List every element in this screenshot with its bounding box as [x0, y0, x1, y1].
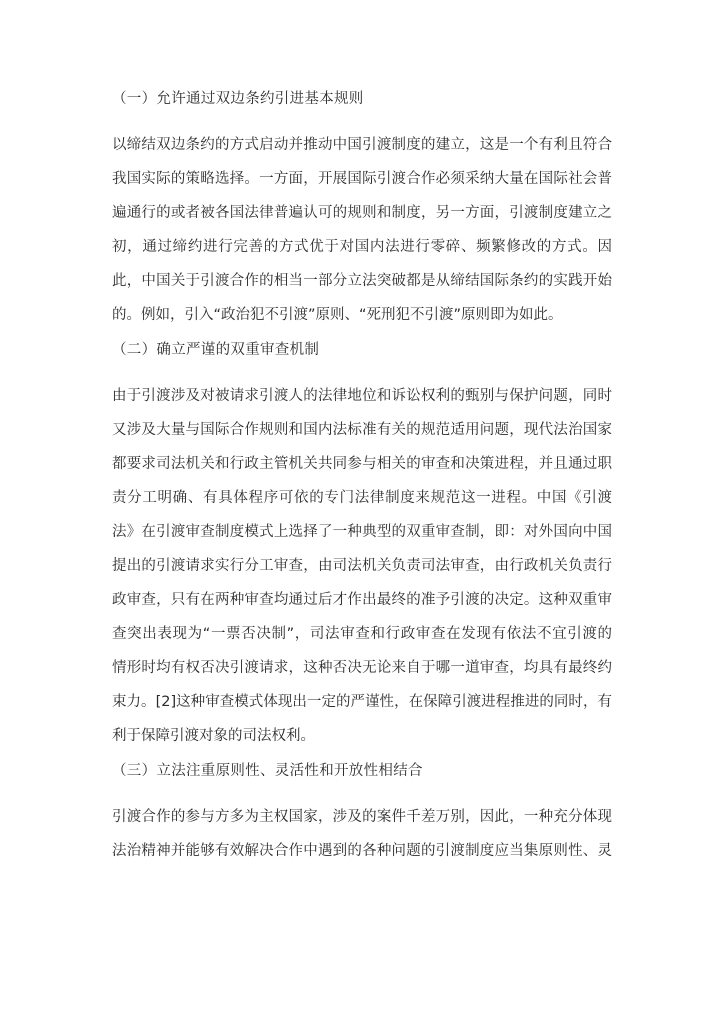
text-line: 法》在引渡审查制度模式上选择了一种典型的双重审查制，即：对外国向中国 — [112, 524, 612, 540]
text-line: 遍通行的或者被各国法律普遍认可的规则和制度，另一方面，引渡制度建立之 — [112, 205, 612, 221]
text-line: 此，中国关于引渡合作的相当一部分立法突破都是从缔结国际条约的实践开始 — [112, 273, 612, 289]
text-line: 查突出表现为“一票否决制”，司法审查和行政审查在发现有依法不宜引渡的 — [112, 626, 612, 642]
section-heading-1: （一）允许通过双边条约引进基本规则 — [112, 91, 364, 107]
text-line: 束力。[2]这种审查模式体现出一定的严谨性，在保障引渡进程推进的同时，有 — [112, 694, 612, 710]
section-heading-3: （三）立法注重原则性、灵活性和开放性相结合 — [112, 763, 423, 779]
text-line: 我国实际的策略选择。一方面，开展国际引渡合作必须采纳大量在国际社会普 — [112, 171, 612, 187]
section-paragraph-2 — [112, 379, 612, 753]
text-line: 初，通过缔约进行完善的方式优于对国内法进行零碎、频繁修改的方式。因 — [112, 239, 612, 255]
text-line: 政审查，只有在两种审查均通过后才作出最终的准予引渡的决定。这种双重审 — [112, 592, 612, 608]
text-line: 都要求司法机关和行政主管机关共同参与相关的审查和决策进程，并且通过职 — [112, 456, 612, 472]
text-line: 以缔结双边条约的方式启动并推动中国引渡制度的建立，这是一个有利且符合 — [112, 137, 612, 153]
section-paragraph-3 — [112, 800, 612, 868]
text-line: 法治精神并能够有效解决合作中遇到的各种问题的引渡制度应当集原则性、灵 — [112, 843, 612, 859]
section-heading-2: （二）确立严谨的双重审查机制 — [112, 342, 320, 358]
section-paragraph-1 — [112, 128, 612, 332]
text-line: 的。例如，引入“政治犯不引渡”原则、“死刑犯不引渡”原则即为如此。 — [112, 307, 563, 323]
text-line: 引渡合作的参与方多为主权国家，涉及的案件千差万别，因此，一种充分体现 — [112, 809, 612, 825]
document-body — [112, 84, 612, 868]
text-line: 由于引渡涉及对被请求引渡人的法律地位和诉讼权利的甄别与保护问题，同时 — [112, 388, 612, 404]
text-line: 利于保障引渡对象的司法权利。 — [112, 728, 315, 744]
text-line: 责分工明确、有具体程序可依的专门法律制度来规范这一进程。中国《引渡 — [112, 490, 612, 506]
text-line: 提出的引渡请求实行分工审查，由司法机关负责司法审查，由行政机关负责行 — [112, 558, 612, 574]
text-line: 情形时均有权否决引渡请求，这种否决无论来自于哪一道审查，均具有最终约 — [112, 660, 612, 676]
text-line: 又涉及大量与国际合作规则和国内法标准有关的规范适用问题，现代法治国家 — [112, 422, 612, 438]
